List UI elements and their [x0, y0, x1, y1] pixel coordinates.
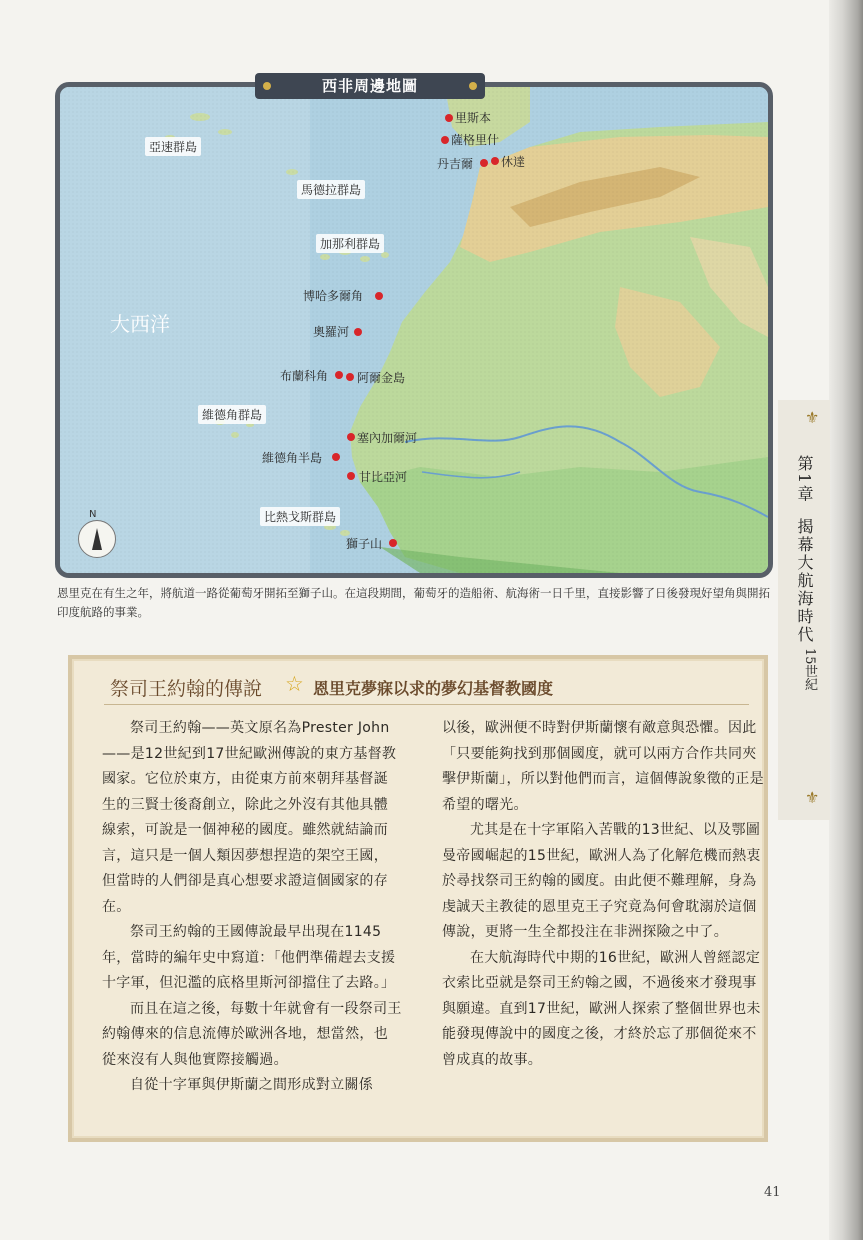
article-subtitle: 恩里克夢寐以求的夢幻基督教國度	[313, 679, 554, 698]
ornament-icon	[469, 82, 477, 90]
label-senegal: 塞內加爾河	[357, 431, 418, 445]
chapter-title: 揭幕大航海時代	[795, 518, 814, 645]
paragraph: 尤其是在十字軍陷入苦戰的13世紀、以及鄂圖曼帝國崛起的15世紀，歐洲人為了化解危機而熱衷於尋找祭司王約翰的國度。由此便不難理解，身為虔誠天主教徒的恩里克王子究竟為何會耽溺於這個傳說，更將一生全都投注在非洲探險之中了。	[442, 822, 761, 940]
chapter-subtitle: 15世紀	[802, 648, 817, 691]
article-column-right	[442, 716, 767, 1073]
label-cape-verde: 維德角半島	[262, 451, 323, 465]
label-sagres: 薩格里什	[451, 133, 500, 147]
map-caption: 恩里克在有生之年，將航道一路從葡萄牙開拓至獅子山。在這段期間，葡萄牙的造船術、航海術一日千里，直接影響了日後發現好望角與開拓印度航路的事業。	[57, 586, 770, 619]
label-cape-verde-islands: 維德角群島	[198, 405, 266, 424]
star-icon: ☆	[285, 672, 304, 696]
label-bissagos: 比熱戈斯群島	[260, 507, 340, 526]
marker-cape-verde	[332, 453, 340, 461]
marker-oro	[354, 328, 362, 336]
label-blanco: 布蘭科角	[280, 369, 329, 383]
label-gambia: 甘比亞河	[359, 470, 408, 484]
page-edge-shadow	[829, 0, 863, 1240]
ocean-label: 大西洋	[110, 312, 170, 336]
marker-lisbon	[445, 114, 453, 122]
marker-sierra-leone	[389, 539, 397, 547]
label-arguin: 阿爾金島	[357, 371, 406, 385]
page-number: 41	[764, 1185, 781, 1200]
chapter-heading	[790, 455, 818, 644]
label-tangier: 丹吉爾	[437, 157, 474, 171]
map-title	[255, 73, 485, 99]
marker-senegal	[347, 433, 355, 441]
paragraph: 祭司王約翰——英文原名為Prester John——是12世紀到17世紀歐洲傳說的東方基督教國家。它位於東方，由從東方前來朝拜基督誕生的三賢士後裔創立，除此之外沒有其他具體線索，可說是一個神秘的國度。雖然就結論而言，這只是一個人類因夢想捏造的架空王國，但當時的人們卻是真心想要求證這個國家的存在。	[102, 720, 397, 915]
marker-blanco	[335, 371, 343, 379]
paragraph: 祭司王約翰的王國傳說最早出現在1145年，當時的編年史中寫道：「他們準備趕去支援十字軍，但氾濫的底格里斯河卻擋住了去路。」	[102, 924, 396, 991]
map-title-text: 西非周邊地圖	[321, 77, 418, 95]
label-lisbon: 里斯本	[455, 111, 492, 125]
label-madeira: 馬德拉群島	[297, 180, 365, 199]
marker-bojador	[375, 292, 383, 300]
label-azores: 亞速群島	[145, 137, 201, 156]
fleur-ornament-icon: ⚜	[805, 408, 820, 427]
marker-gambia	[347, 472, 355, 480]
marker-arguin	[346, 373, 354, 381]
label-canary: 加那利群島	[316, 234, 384, 253]
paragraph: 以後，歐洲便不時對伊斯蘭懷有敵意與恐懼。因此「只要能夠找到那個國度，就可以兩方合作共同夾擊伊斯蘭」，所以對他們而言，這個傳說象徵的正是希望的曙光。	[442, 720, 764, 813]
paragraph: 自從十字軍與伊斯蘭之間形成對立關係	[130, 1077, 374, 1093]
label-oro: 奧羅河	[313, 325, 350, 339]
paragraph: 而且在這之後，每數十年就會有一段祭司王約翰傳來的信息流傳於歐洲各地，想當然，也從來沒有人與他實際接觸過。	[102, 1000, 402, 1068]
article-column-left	[102, 716, 402, 1099]
compass-icon	[78, 520, 116, 558]
label-sierra-leone: 獅子山	[346, 537, 383, 551]
paragraph: 在大航海時代中期的16世紀，歐洲人曾經認定衣索比亞就是祭司王約翰之國，不過後來才發現事與願違。直到17世紀，歐洲人探索了整個世界也未能發現傳說中的國度之後，才終於忘了那個從來不曾成真的故事。	[442, 949, 761, 1068]
fleur-ornament-icon: ⚜	[805, 788, 820, 807]
marker-sagres	[441, 136, 449, 144]
ornament-icon	[263, 82, 271, 90]
article-title: 祭司王約翰的傳說	[110, 678, 263, 700]
marker-tangier	[480, 159, 488, 167]
label-ceuta: 休達	[501, 155, 526, 169]
label-bojador: 博哈多爾角	[303, 289, 364, 303]
title-divider	[104, 704, 749, 705]
chapter-number: 第1章	[795, 455, 814, 504]
marker-ceuta	[491, 157, 499, 165]
compass-north-label: N	[89, 509, 97, 520]
